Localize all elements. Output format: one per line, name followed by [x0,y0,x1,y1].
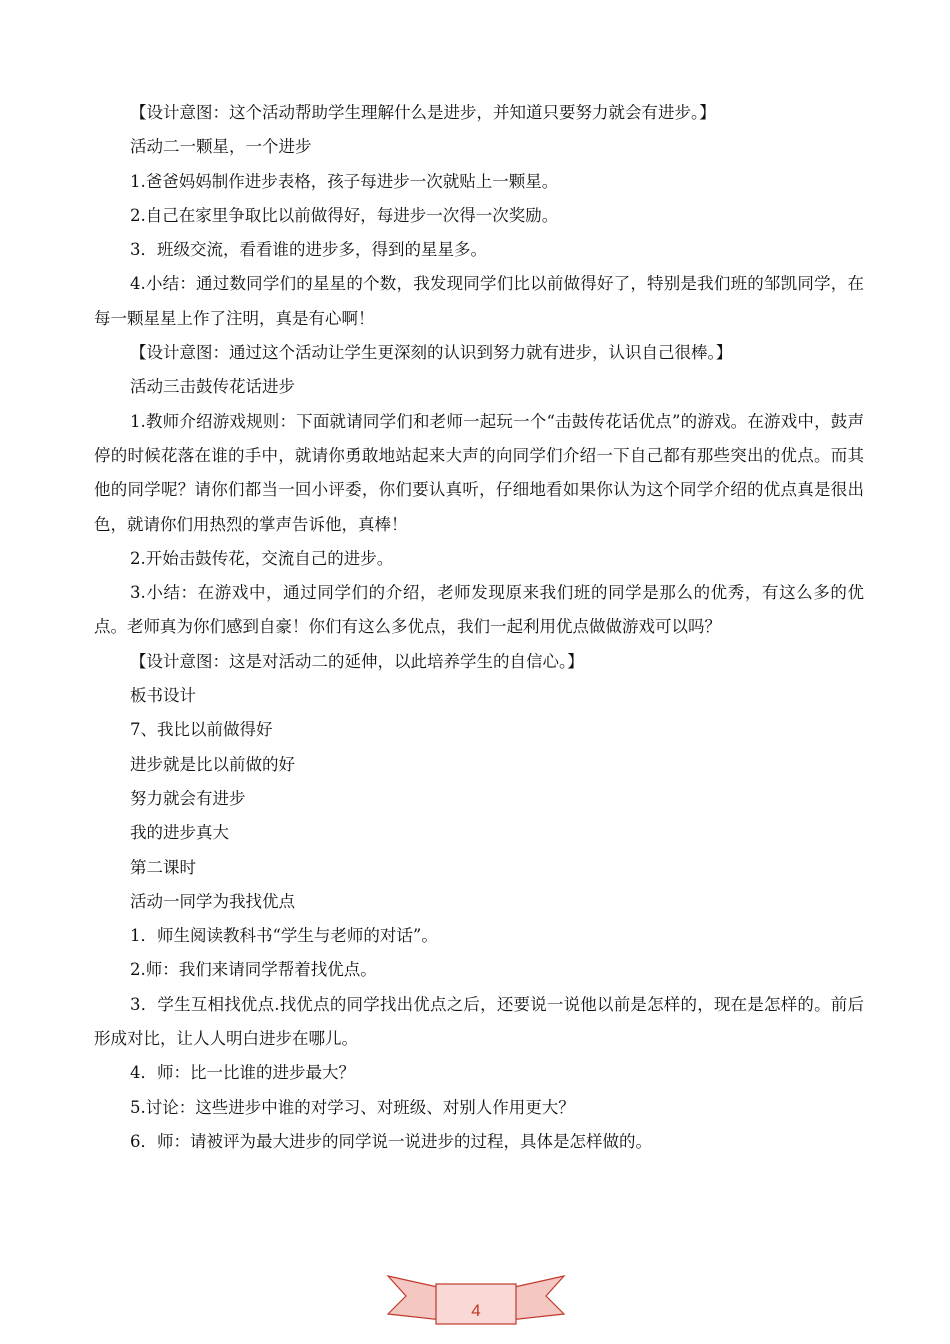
lesson-2-step-5: 5.讨论：这些进步中谁的对学习、对班级、对别人作用更大？ [130,1097,575,1117]
lesson-2-step-4: 4．师：比一比谁的进步最大？ [130,1063,355,1083]
lesson-2-step-2: 2.师：我们来请同学帮着找优点。 [130,960,377,980]
page-footer [0,1268,950,1332]
page-number: 4 [471,1301,481,1320]
design-intent-2: 【设计意图：通过这个活动让学生更深刻的认识到努力就有进步，认识自己很棒。】 [130,343,733,363]
activity-2-step-1: 1.爸爸妈妈制作进步表格，孩子每进步一次就贴上一颗星。 [130,171,559,191]
design-intent-1: 【设计意图：这个活动帮助学生理解什么是进步，并知道只要努力就会有进步。】 [130,103,716,122]
lesson-2-step-3: 3．学生互相找优点.找优点的同学找出优点之后，还要说一说他以前是怎样的，现在是怎样的。前后形成对比，让人人明白进步在哪儿。 [94,994,864,1049]
activity-3-summary: 3.小结：在游戏中，通过同学们的介绍，老师发现原来我们班的同学是那么的优秀，有这么多的优点。老师真为你们感到自豪！你们有这么多优点，我们一起利用优点做做游戏可以吗？ [94,583,864,637]
board-line-2: 进步就是比以前做的好 [130,754,295,774]
board-line-3: 努力就会有进步 [130,788,246,808]
board-line-1: 7、我比以前做得好 [130,720,273,740]
design-intent-3: 【设计意图：这是对活动二的延伸，以此培养学生的自信心。】 [130,651,584,671]
activity-3-title: 活动三击鼓传花话进步 [130,377,295,397]
lesson-2-activity-1-title: 活动一同学为我找优点 [130,891,295,911]
lesson-2-step-6: 6．师：请被评为最大进步的同学说一说进步的过程，具体是怎样做的。 [130,1131,652,1151]
activity-3-step-2: 2.开始击鼓传花，交流自己的进步。 [130,548,394,568]
board-design-heading: 板书设计 [130,686,196,706]
activity-2-title: 活动二一颗星，一个进步 [130,137,312,157]
lesson-2-step-1: 1．师生阅读教科书“学生与老师的对话”。 [130,926,438,946]
second-lesson-heading: 第二课时 [130,857,196,877]
board-line-4: 我的进步真大 [130,823,229,843]
activity-2-summary: 4.小结：通过数同学们的星星的个数，我发现同学们比以前做得好了，特别是我们班的邹凯同学，在每一颗星星上作了注明，真是有心啊！ [94,274,864,328]
activity-2-step-2: 2.自己在家里争取比以前做得好，每进步一次得一次奖励。 [130,205,559,225]
document-body [94,96,864,1159]
activity-2-step-3: 3．班级交流，看看谁的进步多，得到的星星多。 [130,240,487,260]
activity-3-step-1: 1.教师介绍游戏规则：下面就请同学们和老师一起玩一个“击鼓传花话优点”的游戏。在游戏中，鼓声停的时候花落在谁的手中，就请你勇敢地站起来大声的向同学们介绍一下自己都有那些突出的优点。而其他的同学呢？请你们都当一回小评委，你们要认真听，仔细地看如果你认为这个同学介绍的优点真是很出色，就请你们用热烈的掌声告诉他，真棒！ [94,411,864,534]
